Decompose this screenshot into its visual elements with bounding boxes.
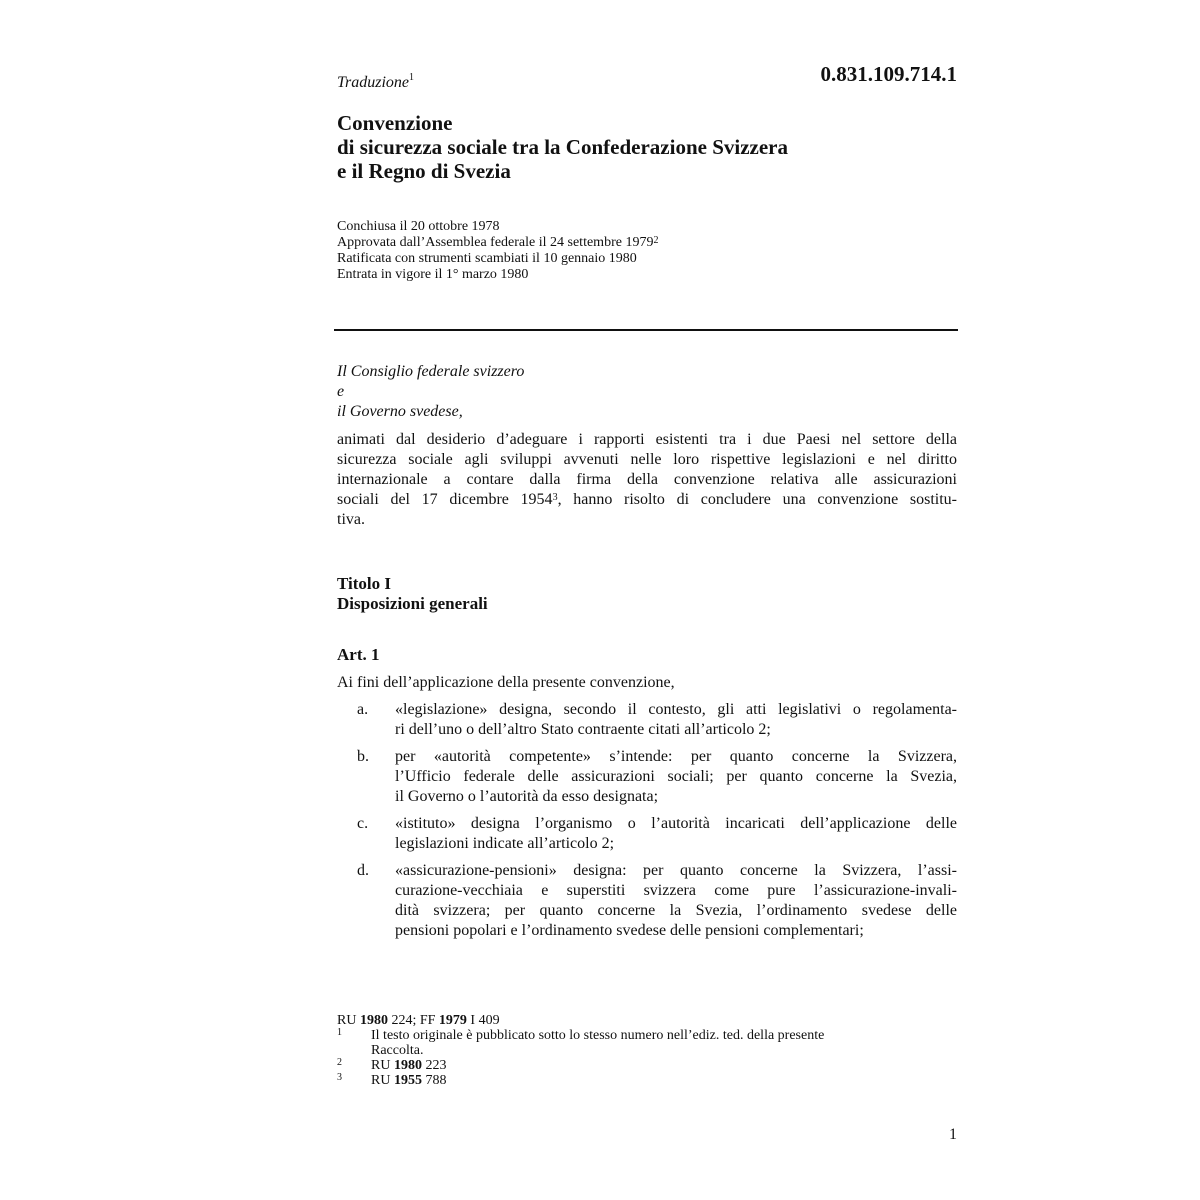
article-intro: Ai fini dell’applicazione della presente convenzione, — [337, 674, 675, 691]
approved-date: Approvata dall’Assemblea federale il 24 settembre 1979$^2$ — [337, 235, 659, 250]
in-force-date: Entrata in vigore il 1° marzo 1980 — [337, 267, 529, 282]
section-number: Titolo I — [337, 574, 392, 593]
preamble-line: animati dal desiderio d’adeguare i rapporti esistenti tra i due Paesi nel settore della — [337, 431, 957, 448]
sr-number: 0.831.109.714.1 — [820, 62, 957, 86]
definition-item — [337, 814, 957, 854]
party-line: il Governo svedese, — [337, 403, 463, 420]
footnote-ref[interactable]: 2 — [653, 235, 659, 246]
title-line: Convenzione — [337, 111, 453, 135]
contracting-parties — [337, 362, 524, 422]
page-number: 1 — [949, 1126, 957, 1143]
footnote-ref[interactable]: 1 — [409, 72, 415, 83]
footnote-text: Il testo originale è pubblicato sotto lo stesso numero nell’ediz. ted. della presente — [371, 1028, 825, 1043]
footnote-3: 3 RU 1955 788 — [337, 1072, 447, 1088]
footnote-ref[interactable]: 3 — [552, 492, 558, 503]
ratified-date: Ratificata con strumenti scambiati il 10 gennaio 1980 — [337, 251, 637, 266]
definition-item — [337, 700, 957, 740]
document-title — [337, 111, 788, 183]
section-title: Disposizioni generali — [337, 594, 488, 613]
item-line: «assicurazione-pensioni» designa: per quanto concerne la Svizzera, l’assi- — [395, 862, 957, 879]
item-letter: b. — [357, 748, 369, 765]
source-reference: RU 1980 224; FF 1979 I 409 — [337, 1013, 500, 1028]
party-line: Il Consiglio federale svizzero — [337, 363, 525, 380]
document-metadata — [337, 219, 658, 283]
item-letter: a. — [357, 701, 369, 718]
item-line: pensioni popolari e l’ordinamento svedese delle pensioni complementari; — [395, 922, 864, 939]
footnote-number: 1 — [337, 1027, 342, 1038]
item-line: dità svizzera; per quanto concerne la Svezia, l’ordinamento svedese delle — [395, 902, 957, 919]
footnotes — [337, 1013, 957, 1088]
definition-list — [337, 700, 957, 948]
item-letter: c. — [357, 815, 369, 832]
section-heading — [337, 574, 488, 614]
preamble — [337, 430, 957, 530]
translation-label: Traduzione$^1$ — [337, 72, 415, 91]
party-line: e — [337, 383, 345, 400]
item-line: il Governo o l’autorità da esso designata; — [395, 788, 659, 805]
title-line: di sicurezza sociale tra la Confederazione Svizzera — [337, 135, 788, 159]
item-line: curazione-vecchiaia e superstiti svizzera come pure l’assicurazione-invali- — [395, 882, 957, 899]
item-letter: d. — [357, 862, 369, 879]
horizontal-rule — [334, 329, 958, 331]
definition-item — [337, 861, 957, 941]
footnote-1 — [337, 1028, 957, 1058]
item-line: «istituto» designa l’organismo o l’autorità incaricati dell’applicazione delle — [395, 815, 957, 832]
footnote-number: 2 — [337, 1057, 342, 1068]
definition-item — [337, 747, 957, 807]
item-line: per «autorità competente» s’intende: per quanto concerne la Svizzera, — [395, 748, 957, 765]
footnote-text: Raccolta. — [371, 1043, 424, 1058]
item-line: «legislazione» designa, secondo il contesto, gli atti legislativi o regolamenta- — [395, 701, 957, 718]
document-page — [337, 0, 957, 1200]
article-heading: Art. 1 — [337, 645, 380, 664]
concluded-date: Conchiusa il 20 ottobre 1978 — [337, 219, 500, 234]
item-line: l’Ufficio federale delle assicurazioni sociali; per quanto concerne la Svezia, — [395, 768, 957, 785]
preamble-line: sociali del 17 dicembre 1954$^3$, hanno risolto di concludere una convenzione sostitu- — [337, 491, 958, 508]
preamble-line: internazionale a contare dalla firma della convenzione relativa alle assicurazioni — [337, 471, 957, 488]
preamble-line: tiva. — [337, 511, 365, 528]
item-line: legislazioni indicate all’articolo 2; — [395, 835, 615, 852]
footnote-2: 2 RU 1980 223 — [337, 1057, 447, 1073]
title-line: e il Regno di Svezia — [337, 159, 511, 183]
item-line: ri dell’uno o dell’altro Stato contraente citati all’articolo 2; — [395, 721, 771, 738]
footnote-number: 3 — [337, 1072, 342, 1083]
preamble-line: sicurezza sociale agli sviluppi avvenuti nelle loro rispettive legislazioni e nel diritto — [337, 451, 957, 468]
